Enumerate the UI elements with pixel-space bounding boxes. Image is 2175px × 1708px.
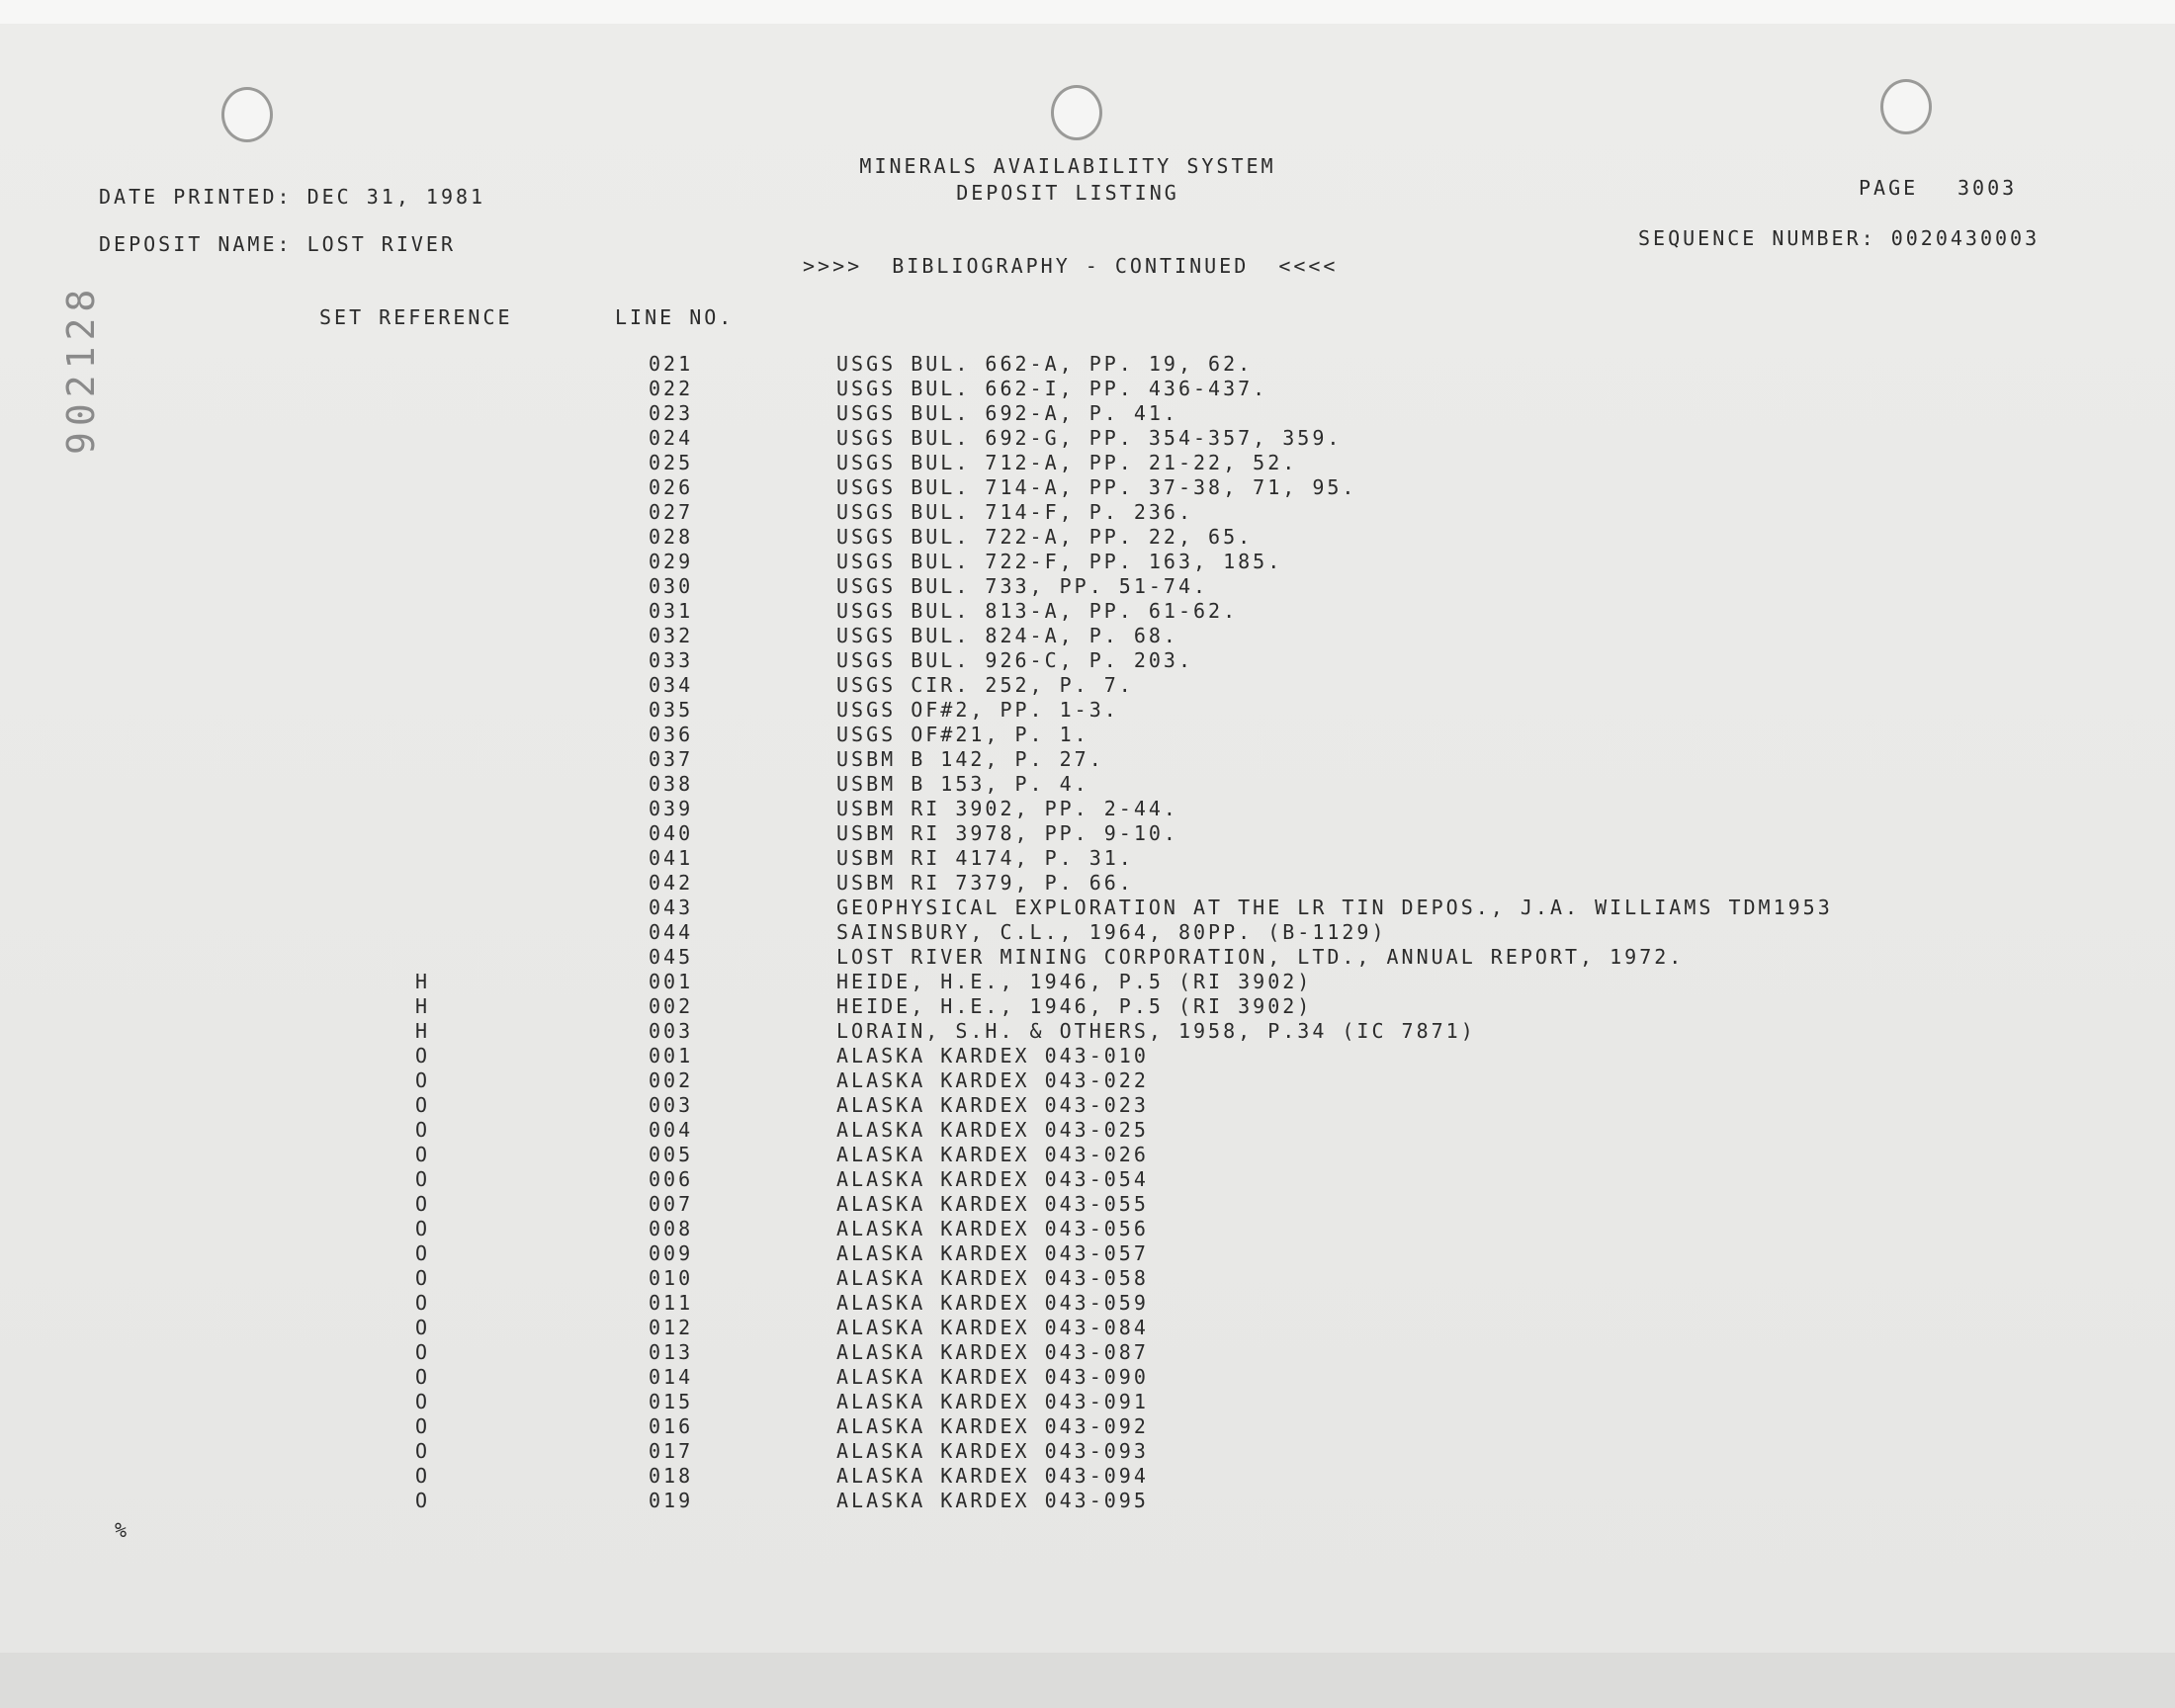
bibliography-row <box>0 896 2175 920</box>
line-number-cell: 019 <box>649 1489 694 1512</box>
line-number-cell: 036 <box>649 723 694 746</box>
reference-text-cell: ALASKA KARDEX 043-022 <box>836 1068 1149 1092</box>
set-reference-cell: O <box>415 1316 431 1339</box>
reference-text-cell: ALASKA KARDEX 043-091 <box>836 1390 1149 1413</box>
reference-text-cell: USBM RI 3902, PP. 2-44. <box>836 797 1178 820</box>
bibliography-row <box>0 377 2175 401</box>
line-number-cell: 032 <box>649 624 694 647</box>
reference-text-cell: ALASKA KARDEX 043-057 <box>836 1241 1149 1265</box>
reference-text-cell: ALASKA KARDEX 043-095 <box>836 1489 1149 1512</box>
bibliography-row <box>0 970 2175 994</box>
bibliography-row <box>0 1414 2175 1439</box>
column-header-set-reference: SET REFERENCE <box>319 305 513 329</box>
margin-document-number: 902128 <box>59 283 103 455</box>
bibliography-row <box>0 1241 2175 1266</box>
punch-hole-center <box>1051 85 1102 140</box>
column-header-line-no: LINE NO. <box>615 305 735 329</box>
line-number-cell: 027 <box>649 500 694 524</box>
reference-text-cell: USBM B 153, P. 4. <box>836 772 1089 796</box>
bibliography-row <box>0 1019 2175 1044</box>
reference-text-cell: USBM RI 4174, P. 31. <box>836 846 1134 870</box>
reference-text-cell: USGS BUL. 692-A, P. 41. <box>836 401 1178 425</box>
line-number-cell: 018 <box>649 1464 694 1488</box>
reference-text-cell: USGS BUL. 733, PP. 51-74. <box>836 574 1209 598</box>
line-number-cell: 029 <box>649 550 694 573</box>
line-number-cell: 001 <box>649 970 694 993</box>
bibliography-row <box>0 1143 2175 1167</box>
line-number-cell: 014 <box>649 1365 694 1389</box>
set-reference-cell: O <box>415 1167 431 1191</box>
set-reference-cell: O <box>415 1118 431 1142</box>
line-number-cell: 030 <box>649 574 694 598</box>
bibliography-row <box>0 1365 2175 1390</box>
line-number-cell: 038 <box>649 772 694 796</box>
bibliography-row <box>0 797 2175 821</box>
bibliography-row <box>0 525 2175 550</box>
set-reference-cell: O <box>415 1489 431 1512</box>
reference-text-cell: USGS BUL. 722-F, PP. 163, 185. <box>836 550 1283 573</box>
reference-text-cell: ALASKA KARDEX 043-094 <box>836 1464 1149 1488</box>
bibliography-row <box>0 871 2175 896</box>
reference-text-cell: ALASKA KARDEX 043-093 <box>836 1439 1149 1463</box>
line-number-cell: 015 <box>649 1390 694 1413</box>
date-printed: DATE PRINTED: DEC 31, 1981 <box>99 185 486 209</box>
bibliography-row <box>0 401 2175 426</box>
reference-text-cell: USGS BUL. 692-G, PP. 354-357, 359. <box>836 426 1343 450</box>
line-number-cell: 028 <box>649 525 694 549</box>
line-number-cell: 034 <box>649 673 694 697</box>
line-number-cell: 013 <box>649 1340 694 1364</box>
bibliography-row <box>0 1439 2175 1464</box>
reference-text-cell: USGS BUL. 662-A, PP. 19, 62. <box>836 352 1254 376</box>
bibliography-row <box>0 500 2175 525</box>
reference-text-cell: USGS CIR. 252, P. 7. <box>836 673 1134 697</box>
deposit-name: DEPOSIT NAME: LOST RIVER <box>99 232 456 256</box>
paper-top-edge <box>0 0 2175 24</box>
set-reference-cell: O <box>415 1143 431 1166</box>
bibliography-row <box>0 821 2175 846</box>
bibliography-row <box>0 550 2175 574</box>
set-reference-cell: O <box>415 1439 431 1463</box>
line-number-cell: 024 <box>649 426 694 450</box>
reference-text-cell: ALASKA KARDEX 043-055 <box>836 1192 1149 1216</box>
line-number-cell: 044 <box>649 920 694 944</box>
bibliography-row <box>0 1464 2175 1489</box>
reference-text-cell: ALASKA KARDEX 043-084 <box>836 1316 1149 1339</box>
set-reference-cell: O <box>415 1291 431 1315</box>
line-number-cell: 033 <box>649 648 694 672</box>
bibliography-row <box>0 994 2175 1019</box>
bibliography-row <box>0 1068 2175 1093</box>
reference-text-cell: USGS BUL. 824-A, P. 68. <box>836 624 1178 647</box>
bibliography-row <box>0 1291 2175 1316</box>
bibliography-row <box>0 723 2175 747</box>
line-number-cell: 043 <box>649 896 694 919</box>
reference-text-cell: USBM RI 7379, P. 66. <box>836 871 1134 895</box>
bibliography-row <box>0 1093 2175 1118</box>
line-number-cell: 006 <box>649 1167 694 1191</box>
line-number-cell: 005 <box>649 1143 694 1166</box>
sequence-number: SEQUENCE NUMBER: 0020430003 <box>1638 226 2041 250</box>
reference-text-cell: LORAIN, S.H. & OTHERS, 1958, P.34 (IC 7871) <box>836 1019 1476 1043</box>
set-reference-cell: H <box>415 970 431 993</box>
paper-bottom-edge <box>0 1653 2175 1708</box>
reference-text-cell: ALASKA KARDEX 043-058 <box>836 1266 1149 1290</box>
reference-text-cell: ALASKA KARDEX 043-087 <box>836 1340 1149 1364</box>
line-number-cell: 031 <box>649 599 694 623</box>
reference-text-cell: ALASKA KARDEX 043-059 <box>836 1291 1149 1315</box>
line-number-cell: 041 <box>649 846 694 870</box>
reference-text-cell: ALASKA KARDEX 043-054 <box>836 1167 1149 1191</box>
punch-hole-left <box>221 87 273 142</box>
bibliography-row <box>0 475 2175 500</box>
bibliography-row <box>0 1489 2175 1513</box>
reference-text-cell: USGS OF#21, P. 1. <box>836 723 1089 746</box>
line-number-cell: 035 <box>649 698 694 722</box>
line-number-cell: 009 <box>649 1241 694 1265</box>
reference-text-cell: USGS BUL. 712-A, PP. 21-22, 52. <box>836 451 1298 474</box>
set-reference-cell: O <box>415 1464 431 1488</box>
reference-text-cell: ALASKA KARDEX 043-090 <box>836 1365 1149 1389</box>
line-number-cell: 016 <box>649 1414 694 1438</box>
line-number-cell: 045 <box>649 945 694 969</box>
reference-text-cell: ALASKA KARDEX 043-023 <box>836 1093 1149 1117</box>
bibliography-row <box>0 1217 2175 1241</box>
set-reference-cell: O <box>415 1340 431 1364</box>
page-label: PAGE <box>1859 176 1919 200</box>
line-number-cell: 039 <box>649 797 694 820</box>
bibliography-row <box>0 1167 2175 1192</box>
line-number-cell: 011 <box>649 1291 694 1315</box>
line-number-cell: 037 <box>649 747 694 771</box>
line-number-cell: 017 <box>649 1439 694 1463</box>
bibliography-row <box>0 599 2175 624</box>
set-reference-cell: O <box>415 1044 431 1068</box>
bibliography-row <box>0 772 2175 797</box>
line-number-cell: 025 <box>649 451 694 474</box>
bibliography-row <box>0 624 2175 648</box>
set-reference-cell: O <box>415 1266 431 1290</box>
bibliography-row <box>0 945 2175 970</box>
set-reference-cell: O <box>415 1365 431 1389</box>
bibliography-row <box>0 451 2175 475</box>
reference-text-cell: USGS BUL. 662-I, PP. 436-437. <box>836 377 1268 400</box>
reference-text-cell: USGS OF#2, PP. 1-3. <box>836 698 1119 722</box>
reference-text-cell: HEIDE, H.E., 1946, P.5 (RI 3902) <box>836 970 1313 993</box>
line-number-cell: 003 <box>649 1019 694 1043</box>
bibliography-row <box>0 648 2175 673</box>
bibliography-row <box>0 352 2175 377</box>
line-number-cell: 003 <box>649 1093 694 1117</box>
line-number-cell: 022 <box>649 377 694 400</box>
reference-text-cell: USGS BUL. 714-A, PP. 37-38, 71, 95. <box>836 475 1357 499</box>
bibliography-row <box>0 1316 2175 1340</box>
reference-text-cell: USGS BUL. 926-C, P. 203. <box>836 648 1193 672</box>
reference-text-cell: USBM B 142, P. 27. <box>836 747 1104 771</box>
line-number-cell: 023 <box>649 401 694 425</box>
set-reference-cell: H <box>415 994 431 1018</box>
reference-text-cell: ALASKA KARDEX 043-025 <box>836 1118 1149 1142</box>
reference-text-cell: ALASKA KARDEX 043-010 <box>836 1044 1149 1068</box>
line-number-cell: 021 <box>649 352 694 376</box>
reference-text-cell: USBM RI 3978, PP. 9-10. <box>836 821 1178 845</box>
line-number-cell: 007 <box>649 1192 694 1216</box>
bibliography-row <box>0 698 2175 723</box>
set-reference-cell: O <box>415 1390 431 1413</box>
line-number-cell: 004 <box>649 1118 694 1142</box>
bibliography-row <box>0 846 2175 871</box>
line-number-cell: 026 <box>649 475 694 499</box>
bibliography-row <box>0 747 2175 772</box>
reference-text-cell: USGS BUL. 722-A, PP. 22, 65. <box>836 525 1254 549</box>
punch-hole-right <box>1880 79 1932 134</box>
reference-text-cell: USGS BUL. 813-A, PP. 61-62. <box>836 599 1239 623</box>
line-number-cell: 040 <box>649 821 694 845</box>
bibliography-row <box>0 673 2175 698</box>
bibliography-row <box>0 920 2175 945</box>
reference-text-cell: USGS BUL. 714-F, P. 236. <box>836 500 1193 524</box>
set-reference-cell: O <box>415 1192 431 1216</box>
section-title: >>>> BIBLIOGRAPHY - CONTINUED <<<< <box>803 254 1339 278</box>
bibliography-row <box>0 1044 2175 1068</box>
set-reference-cell: H <box>415 1019 431 1043</box>
line-number-cell: 008 <box>649 1217 694 1240</box>
set-reference-cell: O <box>415 1093 431 1117</box>
bibliography-row <box>0 426 2175 451</box>
set-reference-cell: O <box>415 1241 431 1265</box>
reference-text-cell: ALASKA KARDEX 043-092 <box>836 1414 1149 1438</box>
line-number-cell: 012 <box>649 1316 694 1339</box>
line-number-cell: 002 <box>649 1068 694 1092</box>
set-reference-cell: O <box>415 1414 431 1438</box>
page-number: 3003 <box>1958 176 2018 200</box>
system-title: MINERALS AVAILABILITY SYSTEM <box>859 154 1276 178</box>
reference-text-cell: ALASKA KARDEX 043-026 <box>836 1143 1149 1166</box>
bibliography-row <box>0 574 2175 599</box>
reference-text-cell: ALASKA KARDEX 043-056 <box>836 1217 1149 1240</box>
line-number-cell: 001 <box>649 1044 694 1068</box>
line-number-cell: 002 <box>649 994 694 1018</box>
bibliography-row <box>0 1118 2175 1143</box>
line-number-cell: 010 <box>649 1266 694 1290</box>
bibliography-row <box>0 1266 2175 1291</box>
bibliography-row <box>0 1340 2175 1365</box>
bibliography-list <box>0 352 2175 1513</box>
set-reference-cell: O <box>415 1217 431 1240</box>
set-reference-cell: O <box>415 1068 431 1092</box>
listing-title: DEPOSIT LISTING <box>956 181 1179 205</box>
line-number-cell: 042 <box>649 871 694 895</box>
footer-mark: % <box>115 1518 130 1542</box>
reference-text-cell: SAINSBURY, C.L., 1964, 80PP. (B-1129) <box>836 920 1387 944</box>
reference-text-cell: GEOPHYSICAL EXPLORATION AT THE LR TIN DEPOS., J.A. WILLIAMS TDM1953 <box>836 896 1833 919</box>
bibliography-row <box>0 1390 2175 1414</box>
bibliography-row <box>0 1192 2175 1217</box>
reference-text-cell: HEIDE, H.E., 1946, P.5 (RI 3902) <box>836 994 1313 1018</box>
reference-text-cell: LOST RIVER MINING CORPORATION, LTD., ANNUAL REPORT, 1972. <box>836 945 1685 969</box>
